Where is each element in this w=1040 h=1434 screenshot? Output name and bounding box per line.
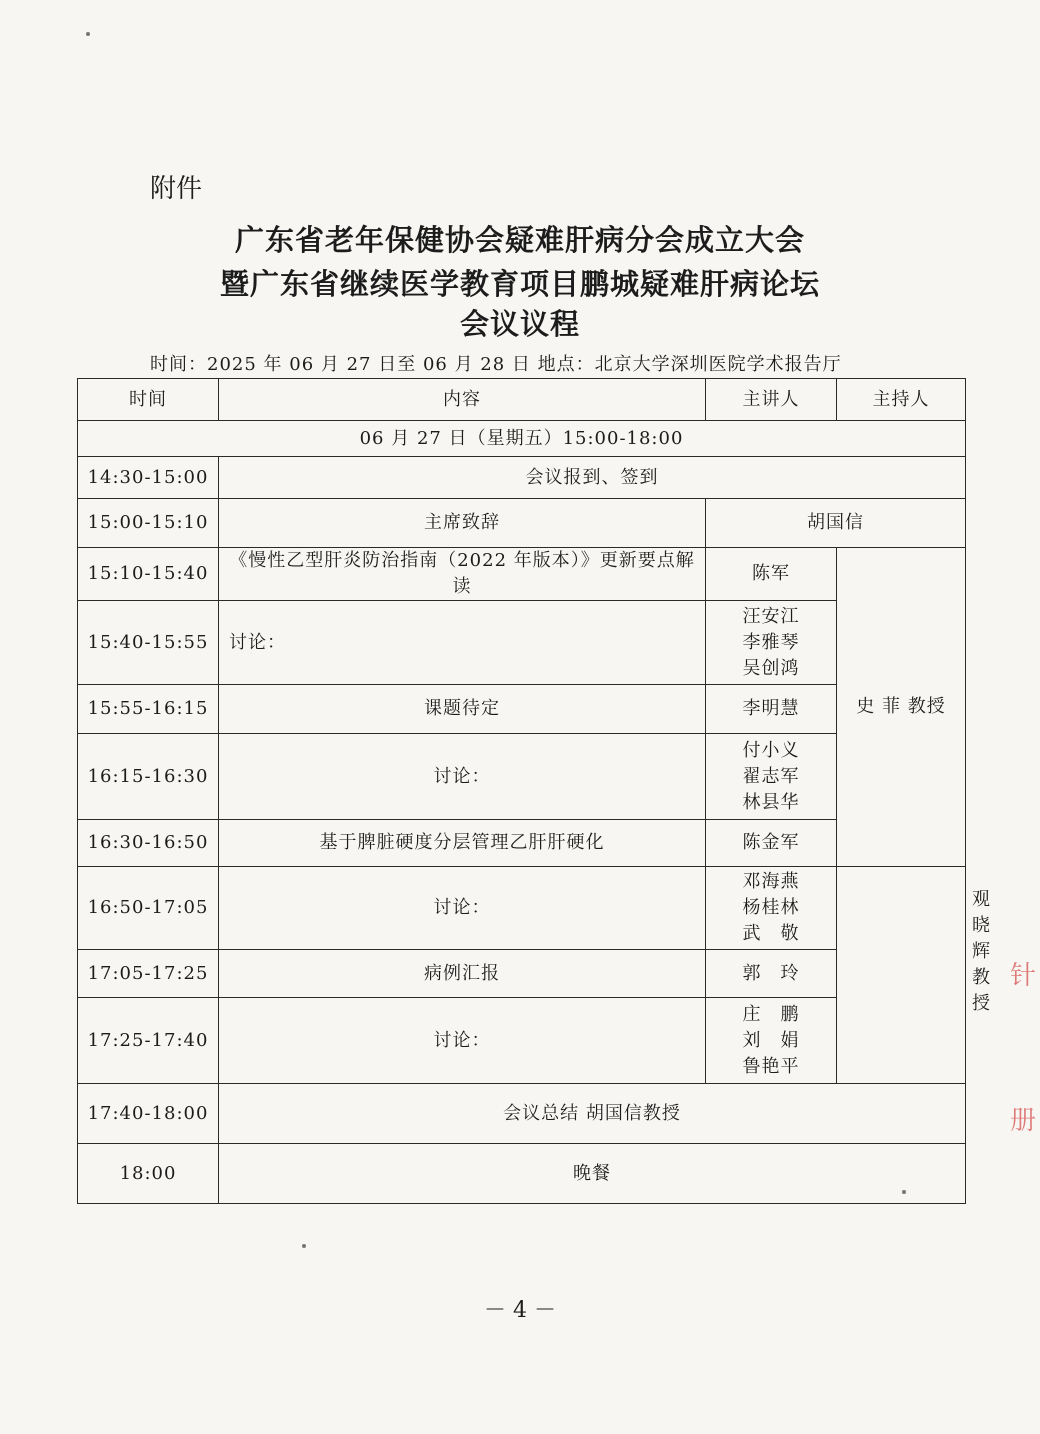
row-content: 课题待定	[219, 685, 706, 734]
host-group-1: 史 菲 教授	[837, 548, 966, 867]
speaker-name: 武 敬	[742, 923, 800, 944]
row-speaker: 陈军	[706, 548, 837, 601]
speaker-name: 刘 娟	[742, 1029, 800, 1051]
table-row	[78, 1084, 966, 1144]
row-time: 17:40-18:00	[78, 1084, 219, 1144]
attachment-label: 附件	[150, 174, 203, 204]
row-content: 《慢性乙型肝炎防治指南（2022 年版本）》更新要点解读	[219, 548, 706, 601]
row-time: 15:40-15:55	[78, 601, 219, 685]
document-title-line-3: 会议议程	[459, 307, 580, 341]
row-speakers	[706, 998, 837, 1084]
scan-speck	[902, 1190, 906, 1194]
row-content: 基于脾脏硬度分层管理乙肝肝硬化	[219, 820, 706, 867]
row-content: 会议报到、签到	[219, 457, 966, 499]
table-row	[78, 1144, 966, 1204]
row-time: 16:50-17:05	[78, 867, 219, 950]
header-speaker: 主讲人	[706, 379, 837, 421]
row-time: 15:55-16:15	[78, 685, 219, 734]
row-speaker: 陈金军	[706, 820, 837, 867]
speaker-name: 鲁艳平	[742, 1055, 800, 1077]
row-time: 17:05-17:25	[78, 950, 219, 998]
row-content: 会议总结 胡国信教授	[219, 1084, 966, 1144]
document-title-line-1: 广东省老年保健协会疑难肝病分会成立大会	[234, 223, 805, 257]
row-time: 16:15-16:30	[78, 734, 219, 820]
row-content: 讨论：	[219, 998, 706, 1084]
row-content: 晚餐	[219, 1144, 966, 1204]
speaker-name: 李雅琴	[742, 631, 800, 653]
table-row	[78, 867, 966, 950]
row-content: 主席致辞	[219, 499, 706, 548]
page-number: － 4 －	[484, 1298, 556, 1323]
seal-stamp-fragment: 针	[1010, 961, 1037, 991]
row-speaker: 郭 玲	[706, 950, 837, 998]
table-row	[78, 548, 966, 601]
table-row: 16:30-16:50 基于脾脏硬度分层管理乙肝肝硬化 陈金军 观晓辉 教授	[78, 820, 966, 867]
header-host: 主持人	[837, 379, 966, 421]
row-content: 病例汇报	[219, 950, 706, 998]
speaker-name: 翟志军	[742, 765, 800, 787]
time-location-line: 时间：2025 年 06 月 27 日至 06 月 28 日 地点：北京大学深圳医院学术报告厅	[150, 354, 842, 375]
row-time: 17:25-17:40	[78, 998, 219, 1084]
seal-stamp-fragment: 册	[1010, 1106, 1037, 1136]
header-content: 内容	[219, 379, 706, 421]
table-row	[78, 998, 966, 1084]
speaker-name: 汪安江	[742, 605, 800, 627]
table-row	[78, 685, 966, 734]
table-row	[78, 950, 966, 998]
row-time: 14:30-15:00	[78, 457, 219, 499]
row-speaker: 胡国信	[706, 499, 966, 548]
row-speakers	[706, 601, 837, 685]
table-row	[78, 457, 966, 499]
agenda-table	[77, 378, 991, 1204]
scan-speck	[86, 32, 90, 36]
table-row	[78, 601, 966, 685]
row-time: 16:30-16:50	[78, 820, 219, 867]
table-row	[78, 499, 966, 548]
table-header-row	[78, 379, 966, 421]
row-content: 讨论：	[219, 867, 706, 950]
row-speakers	[706, 734, 837, 820]
speaker-name: 杨桂林	[742, 897, 800, 918]
speaker-name: 林县华	[742, 791, 800, 813]
speaker-name: 庄 鹏	[742, 1003, 800, 1025]
table-row	[78, 734, 966, 820]
row-speaker: 李明慧	[706, 685, 837, 734]
row-time: 15:00-15:10	[78, 499, 219, 548]
row-content: 讨论：	[219, 734, 706, 820]
scan-speck	[302, 1244, 306, 1248]
day-row	[78, 421, 966, 457]
document-title-line-2: 暨广东省继续医学教育项目鹏城疑难肝病论坛	[219, 267, 820, 301]
speaker-name: 付小义	[742, 739, 800, 761]
header-time: 时间	[78, 379, 219, 421]
row-speakers	[706, 867, 837, 950]
speaker-name: 吴创鸿	[742, 657, 800, 679]
speaker-name: 邓海燕	[742, 871, 800, 892]
row-time: 18:00	[78, 1144, 219, 1204]
row-time: 15:10-15:40	[78, 548, 219, 601]
day-label: 06 月 27 日（星期五）15:00-18:00	[78, 421, 966, 457]
row-content: 讨论：	[219, 601, 706, 685]
